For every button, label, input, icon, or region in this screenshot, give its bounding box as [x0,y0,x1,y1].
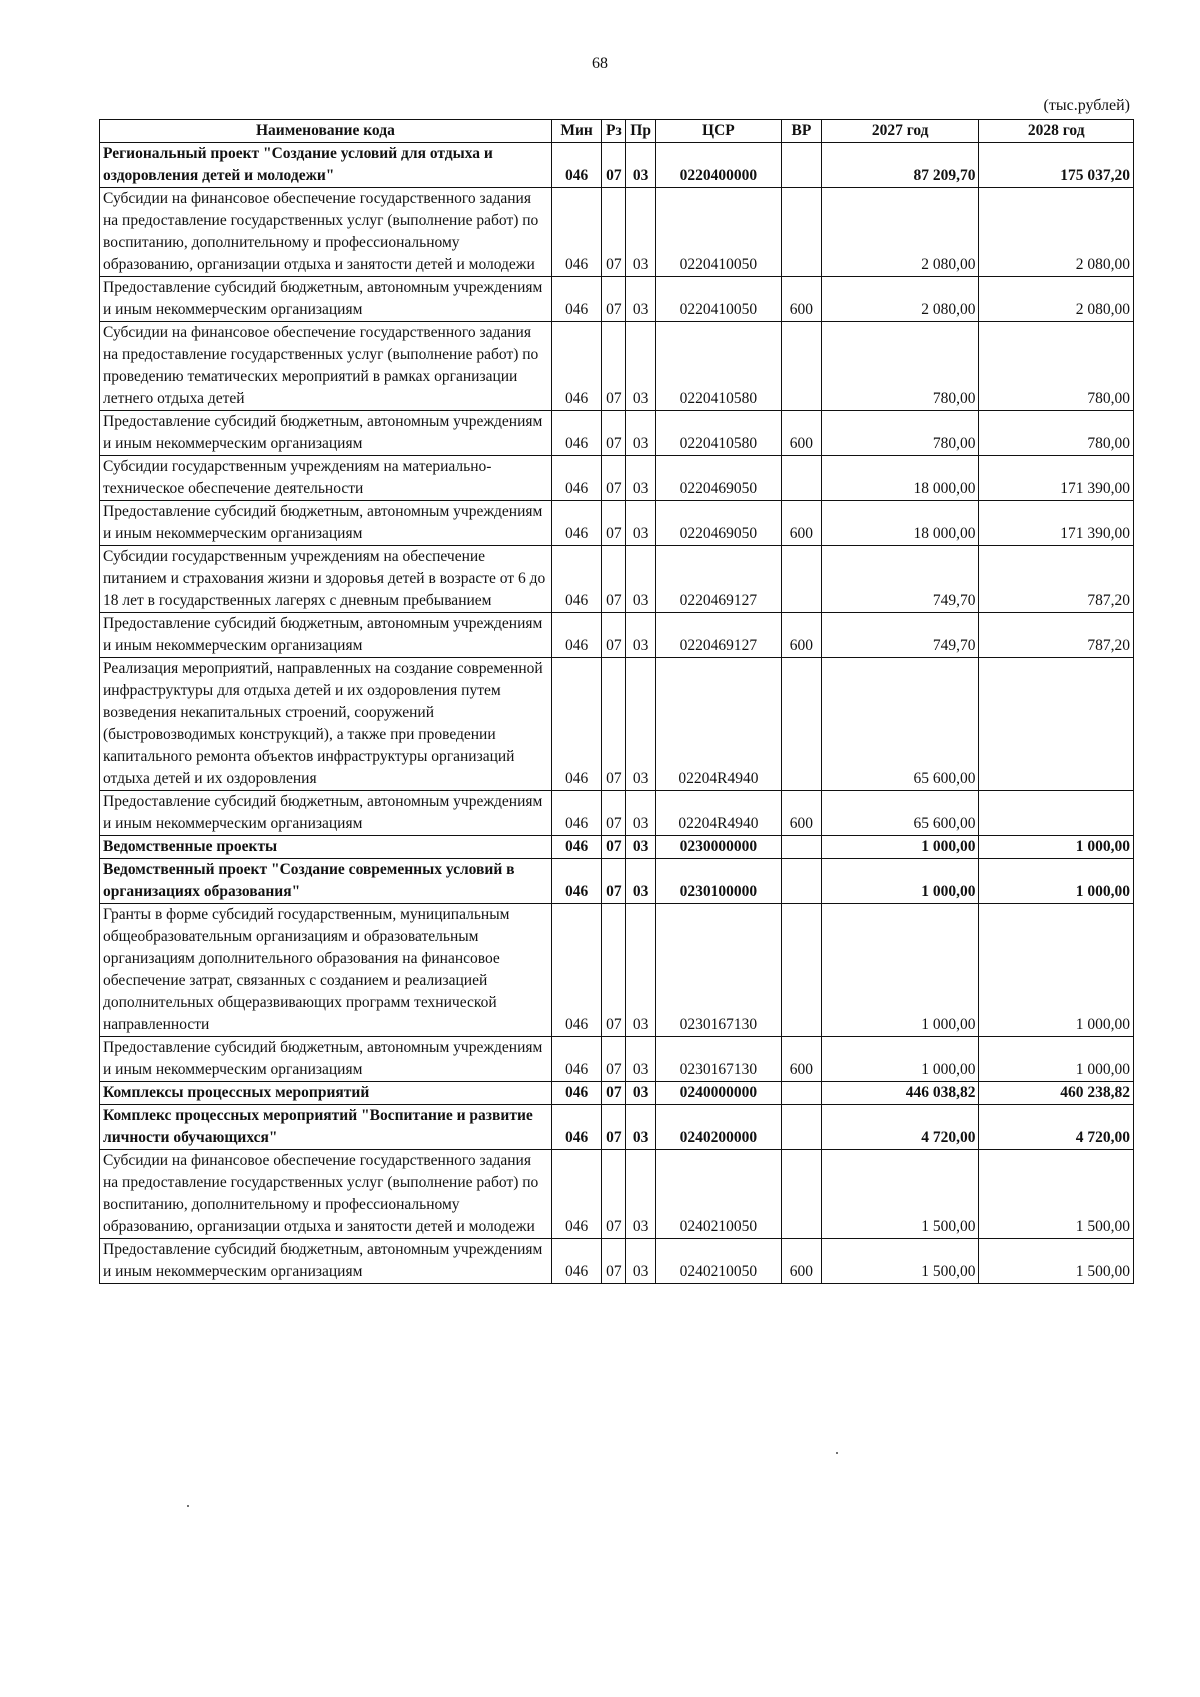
cell-min: 046 [551,1105,601,1150]
table-row [100,1105,1134,1150]
cell-2028 [979,791,1134,836]
cell-2028: 1 000,00 [979,904,1134,1037]
cell-vr [781,658,821,791]
cell-2028: 171 390,00 [979,456,1134,501]
cell-rz: 07 [602,501,626,546]
cell-2027: 1 000,00 [821,1037,979,1082]
cell-min: 046 [551,859,601,904]
header-rz: Рз [602,120,626,143]
cell-min: 046 [551,411,601,456]
cell-pr: 03 [626,456,655,501]
cell-vr: 600 [781,277,821,322]
cell-rz: 07 [602,1105,626,1150]
cell-name: Ведомственные проекты [100,836,552,859]
cell-pr: 03 [626,1105,655,1150]
header-min: Мин [551,120,601,143]
cell-csr: 0240200000 [655,1105,781,1150]
cell-csr: 0230167130 [655,904,781,1037]
cell-rz: 07 [602,658,626,791]
cell-2028 [979,658,1134,791]
scan-speck [836,1452,838,1454]
cell-csr: 02204R4940 [655,658,781,791]
cell-2027: 4 720,00 [821,1105,979,1150]
cell-2027: 749,70 [821,546,979,613]
cell-vr [781,322,821,411]
cell-vr: 600 [781,613,821,658]
table-row [100,456,1134,501]
cell-rz: 07 [602,613,626,658]
cell-2027: 749,70 [821,613,979,658]
cell-rz: 07 [602,546,626,613]
cell-name: Предоставление субсидий бюджетным, автономным учреждениям и иным некоммерческим организациям [100,501,552,546]
cell-csr: 02204R4940 [655,791,781,836]
cell-2028: 1 000,00 [979,1037,1134,1082]
cell-csr: 0220469127 [655,613,781,658]
cell-name: Субсидии на финансовое обеспечение государственного задания на предоставление государственных услуг (выполнение работ) по проведению тематических мероприятий в рамках организации летнего отдыха детей [100,322,552,411]
cell-name: Предоставление субсидий бюджетным, автономным учреждениям и иным некоммерческим организациям [100,277,552,322]
cell-min: 046 [551,277,601,322]
cell-pr: 03 [626,1239,655,1284]
cell-vr [781,1105,821,1150]
cell-2027: 2 080,00 [821,188,979,277]
cell-csr: 0230000000 [655,836,781,859]
cell-2027: 446 038,82 [821,1082,979,1105]
cell-pr: 03 [626,188,655,277]
cell-min: 046 [551,1037,601,1082]
cell-2028: 780,00 [979,322,1134,411]
cell-2028: 460 238,82 [979,1082,1134,1105]
cell-pr: 03 [626,836,655,859]
cell-2027: 65 600,00 [821,658,979,791]
table-row [100,188,1134,277]
table-row [100,1037,1134,1082]
cell-csr: 0220410580 [655,322,781,411]
header-2028: 2028 год [979,120,1134,143]
cell-name: Региональный проект "Создание условий для отдыха и оздоровления детей и молодежи" [100,143,552,188]
cell-rz: 07 [602,836,626,859]
table-row [100,859,1134,904]
cell-2027: 18 000,00 [821,456,979,501]
cell-2027: 1 500,00 [821,1150,979,1239]
cell-name: Субсидии государственным учреждениям на материально-техническое обеспечение деятельности [100,456,552,501]
cell-pr: 03 [626,1037,655,1082]
cell-vr: 600 [781,791,821,836]
cell-min: 046 [551,613,601,658]
cell-rz: 07 [602,1037,626,1082]
header-pr: Пр [626,120,655,143]
cell-2027: 87 209,70 [821,143,979,188]
cell-min: 046 [551,188,601,277]
cell-2027: 18 000,00 [821,501,979,546]
cell-pr: 03 [626,904,655,1037]
cell-vr: 600 [781,501,821,546]
cell-2028: 2 080,00 [979,188,1134,277]
cell-name: Реализация мероприятий, направленных на создание современной инфраструктуры для отдыха детей и их оздоровления путем возведения некапитальных строений, сооружений (быстровозводимых конструкций), а также при проведении капитального ремонта объектов инфраструктуры организаций отдыха детей и их оздоровления [100,658,552,791]
cell-csr: 0230167130 [655,1037,781,1082]
cell-csr: 0240210050 [655,1150,781,1239]
cell-name: Предоставление субсидий бюджетным, автономным учреждениям и иным некоммерческим организациям [100,613,552,658]
cell-pr: 03 [626,613,655,658]
cell-rz: 07 [602,411,626,456]
table-row [100,143,1134,188]
cell-name: Ведомственный проект "Создание современных условий в организациях образования" [100,859,552,904]
cell-vr [781,904,821,1037]
cell-pr: 03 [626,1150,655,1239]
cell-vr [781,546,821,613]
table-header-row [100,120,1134,143]
cell-2028: 1 000,00 [979,836,1134,859]
cell-name: Предоставление субсидий бюджетным, автономным учреждениям и иным некоммерческим организациям [100,411,552,456]
cell-2027: 1 000,00 [821,836,979,859]
cell-vr [781,859,821,904]
cell-name: Комплексы процессных мероприятий [100,1082,552,1105]
cell-csr: 0220400000 [655,143,781,188]
cell-vr: 600 [781,1239,821,1284]
cell-vr [781,143,821,188]
cell-csr: 0240210050 [655,1239,781,1284]
cell-min: 046 [551,501,601,546]
cell-pr: 03 [626,501,655,546]
cell-2027: 1 000,00 [821,859,979,904]
table-row [100,411,1134,456]
header-name: Наименование кода [100,120,552,143]
units-label: (тыс.рублей) [1043,97,1130,114]
table-row [100,322,1134,411]
cell-name: Предоставление субсидий бюджетным, автономным учреждениям и иным некоммерческим организациям [100,791,552,836]
cell-rz: 07 [602,859,626,904]
cell-min: 046 [551,1150,601,1239]
cell-pr: 03 [626,143,655,188]
cell-pr: 03 [626,791,655,836]
cell-vr [781,1150,821,1239]
cell-name: Гранты в форме субсидий государственным, муниципальным общеобразовательным организациям и образовательным организациям дополнительного образования на финансовое обеспечение затрат, связанных с созданием и реализацией дополнительных общеразвивающих программ технической направленности [100,904,552,1037]
cell-csr: 0220410580 [655,411,781,456]
cell-pr: 03 [626,411,655,456]
cell-name: Комплекс процессных мероприятий "Воспитание и развитие личности обучающихся" [100,1105,552,1150]
cell-2027: 2 080,00 [821,277,979,322]
cell-min: 046 [551,836,601,859]
cell-csr: 0220410050 [655,277,781,322]
cell-2028: 1 500,00 [979,1239,1134,1284]
table-row [100,904,1134,1037]
cell-min: 046 [551,1239,601,1284]
header-vr: ВР [781,120,821,143]
cell-2028: 787,20 [979,546,1134,613]
table-row [100,1150,1134,1239]
cell-2028: 171 390,00 [979,501,1134,546]
header-csr: ЦСР [655,120,781,143]
table-row [100,501,1134,546]
cell-pr: 03 [626,277,655,322]
cell-csr: 0230100000 [655,859,781,904]
cell-2027: 65 600,00 [821,791,979,836]
cell-pr: 03 [626,546,655,613]
table-row [100,836,1134,859]
cell-2027: 780,00 [821,411,979,456]
table-row [100,546,1134,613]
cell-min: 046 [551,904,601,1037]
cell-vr [781,188,821,277]
cell-name: Предоставление субсидий бюджетным, автономным учреждениям и иным некоммерческим организациям [100,1037,552,1082]
cell-rz: 07 [602,1082,626,1105]
cell-vr: 600 [781,1037,821,1082]
cell-pr: 03 [626,1082,655,1105]
cell-name: Предоставление субсидий бюджетным, автономным учреждениям и иным некоммерческим организациям [100,1239,552,1284]
cell-vr [781,1082,821,1105]
cell-rz: 07 [602,188,626,277]
table-row [100,1082,1134,1105]
header-2027: 2027 год [821,120,979,143]
table-row [100,658,1134,791]
cell-2028: 1 500,00 [979,1150,1134,1239]
cell-2028: 175 037,20 [979,143,1134,188]
cell-vr [781,456,821,501]
cell-2028: 780,00 [979,411,1134,456]
cell-csr: 0240000000 [655,1082,781,1105]
cell-min: 046 [551,322,601,411]
cell-min: 046 [551,143,601,188]
cell-min: 046 [551,1082,601,1105]
cell-csr: 0220469050 [655,456,781,501]
page-number: 68 [592,55,608,72]
table-row [100,277,1134,322]
cell-min: 046 [551,658,601,791]
cell-min: 046 [551,456,601,501]
table-row [100,1239,1134,1284]
cell-rz: 07 [602,143,626,188]
cell-rz: 07 [602,322,626,411]
cell-csr: 0220469127 [655,546,781,613]
cell-2027: 1 000,00 [821,904,979,1037]
scan-speck [187,1505,189,1507]
cell-pr: 03 [626,658,655,791]
cell-2027: 780,00 [821,322,979,411]
cell-rz: 07 [602,456,626,501]
cell-vr [781,836,821,859]
cell-rz: 07 [602,904,626,1037]
cell-rz: 07 [602,1239,626,1284]
cell-vr: 600 [781,411,821,456]
budget-table [99,119,1134,1284]
cell-name: Субсидии на финансовое обеспечение государственного задания на предоставление государственных услуг (выполнение работ) по воспитанию, дополнительному и профессиональному образованию, организации отдыха и занятости детей и молодежи [100,188,552,277]
cell-name: Субсидии на финансовое обеспечение государственного задания на предоставление государственных услуг (выполнение работ) по воспитанию, дополнительному и профессиональному образованию, организации отдыха и занятости детей и молодежи [100,1150,552,1239]
cell-2027: 1 500,00 [821,1239,979,1284]
table-row [100,613,1134,658]
cell-2028: 787,20 [979,613,1134,658]
table-row [100,791,1134,836]
cell-2028: 1 000,00 [979,859,1134,904]
table-body [100,143,1134,1284]
cell-csr: 0220469050 [655,501,781,546]
cell-min: 046 [551,546,601,613]
cell-rz: 07 [602,1150,626,1239]
cell-min: 046 [551,791,601,836]
cell-name: Субсидии государственным учреждениям на обеспечение питанием и страхования жизни и здоровья детей в возрасте от 6 до 18 лет в государственных лагерях с дневным пребыванием [100,546,552,613]
cell-2028: 2 080,00 [979,277,1134,322]
cell-csr: 0220410050 [655,188,781,277]
cell-rz: 07 [602,277,626,322]
cell-pr: 03 [626,859,655,904]
cell-pr: 03 [626,322,655,411]
cell-2028: 4 720,00 [979,1105,1134,1150]
cell-rz: 07 [602,791,626,836]
